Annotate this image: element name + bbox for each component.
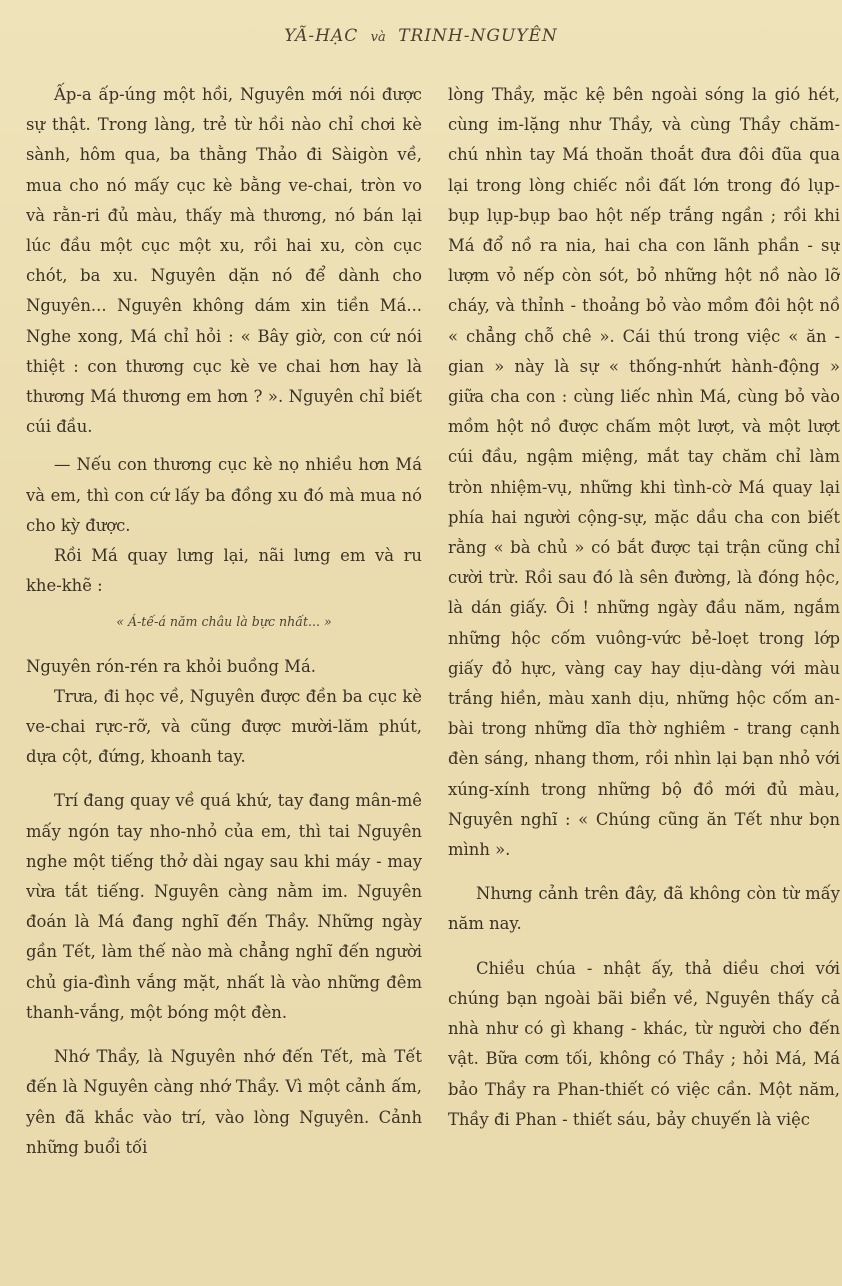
paragraph: lòng Thầy, mặc kệ bên ngoài sóng la gió hét, cùng im-lặng như Thầy, và cùng Thầy chăm-chú nhìn tay Má thoăn thoắt đưa đôi đũa qua lại trong lòng chiếc nồi đất lớn trong đó lụp-bụp lụp-bụp bao hột nếp trắng ngần ; rồi khi Má đổ nồ ra nia, hai cha con lãnh phần - sự lượm vỏ nếp còn sót, bỏ những hột nồ nào lỡ cháy, và thỉnh - thoảng bỏ vào mồm đôi hột nồ « chẳng chỗ chê ». Cái thú trong việc « ăn - gian » này là sự « thống-nhứt hành-động » giữa cha con : cùng liếc nhìn Má, cùng bỏ vào mồm hột nồ được chấm một lượt, và một lượt cúi đầu, ngậm miệng, mắt tay chăm chỉ làm tròn nhiệm-vụ, những khi tình-cờ Má quay lại phía hai người cộng-sự, mặc dầu cha con biết rằng « bà chủ » có bắt được tại trận cũng chỉ cười trừ. Rồi sau đó là sên đường, là đóng hộc, là dán giấy. Ôi ! những ngày đầu năm, ngắm những hộc cốm vuông-vức bẻ-loẹt trong lớp giấy đỏ hực, vàng cay hay dịu-dàng với màu trắng hiền, màu xanh dịu, những hộc cốm an-bài trong những dĩa thờ nghiêm - trang cạnh đèn sáng, nhang thơm, rồi nhìn lại bạn nhỏ với xúng-xính trong những bộ đồ mới đủ màu, Nguyên nghĩ : « Chúng cũng ăn Tết như bọn mình ». <box>448 85 840 860</box>
paragraph: Trưa, đi học về, Nguyên được đền ba cục kè ve-chai rực-rỡ, và cũng được mười-lăm phút, dựa cột, đứng, khoanh tay. <box>26 686 422 767</box>
paragraph: Nhưng cảnh trên đây, đã không còn từ mấy năm nay. <box>448 884 840 934</box>
header-connector: và <box>370 30 386 45</box>
paragraph: Nguyên rón-rén ra khỏi buồng Má. <box>26 656 316 676</box>
header-title-right: TRINH-NGUYÊN <box>398 26 558 46</box>
paragraph: Chiều chúa - nhật ấy, thả diều chơi với chúng bạn ngoài bãi biển về, Nguyên thấy cả nhà như có gì khang - khác, từ người cho đến vật. Bữa cơm tối, không có Thầy ; hỏi Má, Má bảo Thầy ra Phan-thiết có việc cần. Một năm, Thầy đi Phan - thiết sáu, bảy chuyến là việc <box>448 958 840 1129</box>
dialogue-paragraph: — Nếu con thương cục kè nọ nhiều hơn Má và em, thì con cứ lấy ba đồng xu đó mà mua nó cho kỳ được. <box>26 455 422 535</box>
paragraph: Ấp-a ấp-úng một hồi, Nguyên mới nói được sự thật. Trong làng, trẻ từ hồi nào chỉ chơi kè sành, hôm qua, ba thằng Thảo đi Sàigòn về, mua cho nó mấy cục kè bằng ve-chai, tròn vo và rằn-ri đủ màu, thấy mà thương, nó bán lại lúc đầu một cục một xu, rồi hai xu, còn cục chót, ba xu. Nguyên dặn nó để dành cho Nguyên... Nguyên không dám xin tiền Má... Nghe xong, Má chỉ hỏi : « Bây giờ, con cứ nói thiệt : con thương cục kè ve chai hơn hay là thương Má thương em hơn ? ». Nguyên chỉ biết cúi đầu. <box>26 85 422 437</box>
paragraph: Rồi Má quay lưng lại, nãi lưng em và ru khe-khẽ : <box>26 546 422 596</box>
song-quote: « Á-tế-á năm châu là bực nhất... » <box>116 614 332 630</box>
header-title-left: YÃ-HẠC <box>284 26 359 46</box>
running-header <box>0 26 842 46</box>
left-column <box>26 80 422 1286</box>
paragraph: Trí đang quay về quá khứ, tay đang mân-mê mấy ngón tay nho-nhỏ của em, thì tai Nguyên nghe một tiếng thở dài ngay sau khi máy - may vừa tắt tiếng. Nguyên càng nằm im. Nguyên đoán là Má đang nghĩ đến Thầy. Những ngày gần Tết, làm thế nào mà chẳng nghĩ đến người chủ gia-đình vắng mặt, nhất là vào những đêm thanh-vắng, một bóng một đèn. <box>26 791 422 1022</box>
right-column <box>448 80 840 1286</box>
paragraph: Nhớ Thầy, là Nguyên nhớ đến Tết, mà Tết đến là Nguyên càng nhớ Thầy. Vì một cảnh ấm, yên đã khắc vào trí, vào lòng Nguyên. Cảnh những buổi tối <box>26 1047 422 1157</box>
